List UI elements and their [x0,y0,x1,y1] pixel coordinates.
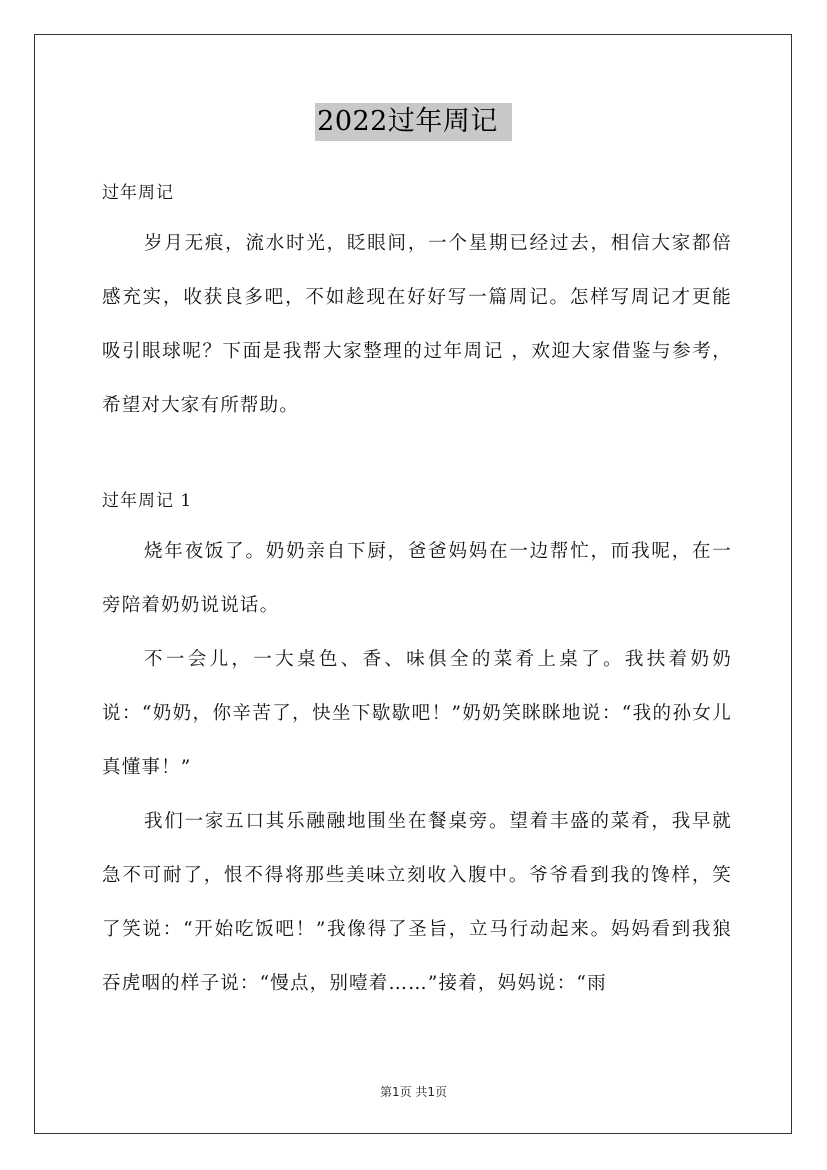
body-paragraph: 烧年夜饭了。奶奶亲自下厨，爸爸妈妈在一边帮忙，而我呢，在一旁陪着奶奶说说话。 [102,541,732,616]
subtitle-heading: 过年周记 [102,183,174,203]
document-title: 2022过年周记 [315,103,512,141]
intro-paragraph: 岁月无痕，流水时光，眨眼间，一个星期已经过去，相信大家都倍感充实，收获良多吧，不如趁现在好好写一篇周记。怎样写周记才更能吸引眼球呢？下面是我帮大家整理的过年周记 ，欢迎大家借鉴与参考，希望对大家有所帮助。 [102,233,732,416]
body-paragraph: 我们一家五口其乐融融地围坐在餐桌旁。望着丰盛的菜肴，我早就急不可耐了，恨不得将那些美味立刻收入腹中。爷爷看到我的馋样，笑了笑说：“开始吃饭吧！”我像得了圣旨，立马行动起来。妈妈看到我狼吞虎咽的样子说：“慢点，别噎着……”接着，妈妈说：“雨 [102,811,732,994]
body-paragraph: 不一会儿，一大桌色、香、味俱全的菜肴上桌了。我扶着奶奶说：“奶奶，你辛苦了，快坐下歇歇吧！”奶奶笑眯眯地说：“我的孙女儿真懂事！” [102,649,732,778]
title-container [0,103,827,141]
section-spacer [102,433,732,469]
document-body [102,175,732,1011]
page-number: 第1页 共1页 [379,1085,448,1099]
page-footer [0,1083,827,1100]
section-1-heading: 过年周记 1 [102,491,193,511]
